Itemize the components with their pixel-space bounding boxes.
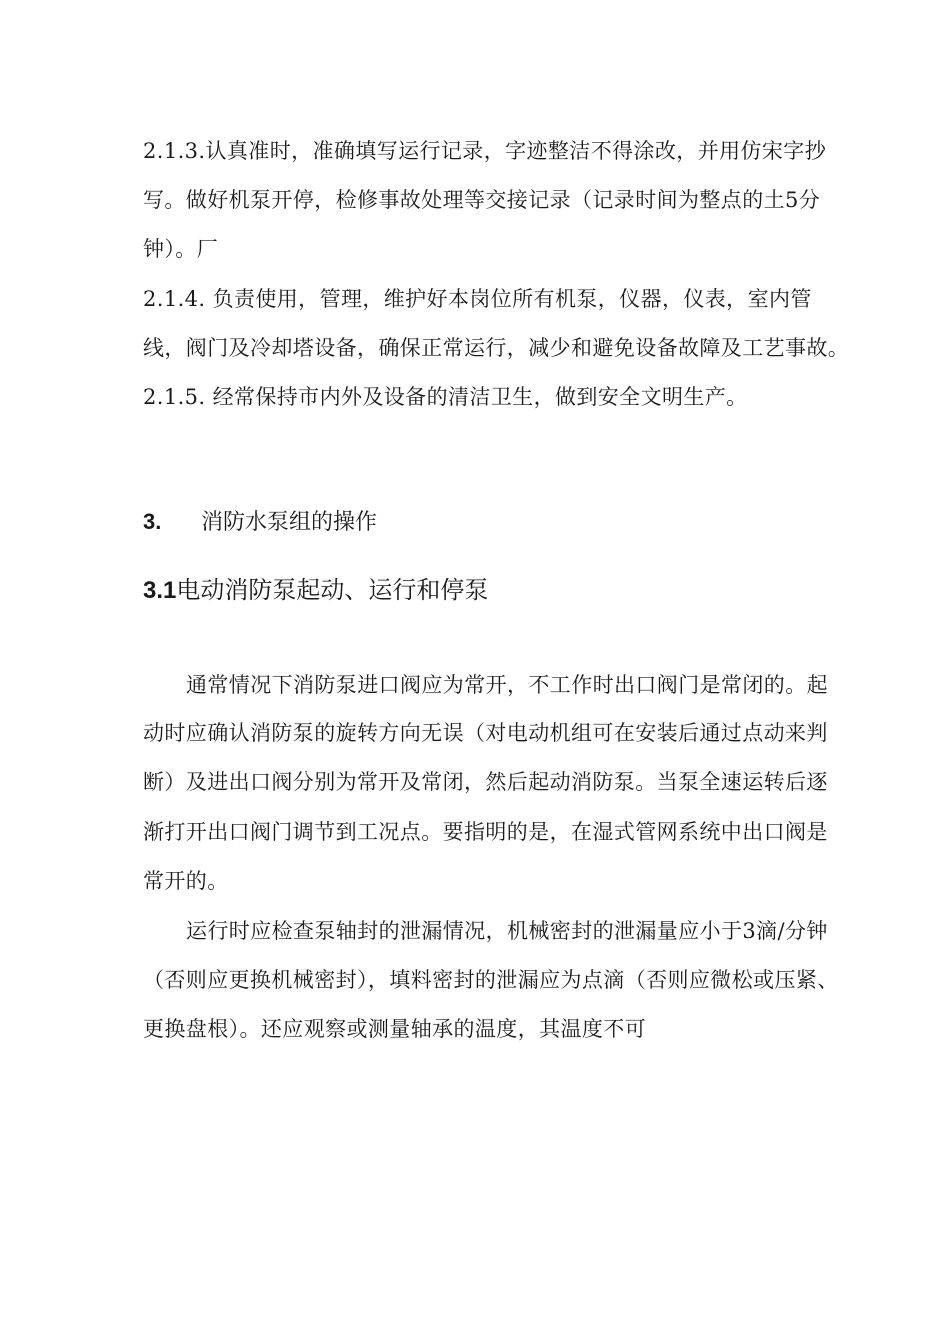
subsection-title: 电动消防泵起动、运行和停泵 (176, 577, 489, 604)
text-line-2-1-5: 2.1.5. 经常保持市内外及设备的清洁卫生，做到安全文明生产。 (143, 385, 748, 409)
paragraph-1-line-4: 渐打开出口阀门调节到工况点。要指明的是，在湿式管网系统中出口阀是 (143, 820, 828, 844)
text-line-2-1-3: 2.1.3.认真准时，准确填写运行记录，字迹整洁不得涂改，并用仿宋字抄 (143, 139, 827, 163)
section-number: 3. (143, 509, 162, 534)
paragraph-2-line-3: 更换盘根）。还应观察或测量轴承的温度，其温度不可 (143, 1017, 647, 1041)
text-line-2-1-3-cont: 写。做好机泵开停，检修事故处理等交接记录（记录时间为整点的土5分 (143, 188, 821, 212)
text-line-2-1-3-end: 钟）。厂 (143, 237, 219, 261)
paragraph-1-line-2: 动时应确认消防泵的旋转方向无误（对电动机组可在安装后通过点动来判 (143, 721, 828, 745)
paragraph-1-line-5: 常开的。 (143, 869, 229, 893)
text-line-2-1-4-cont: 线，阀门及冷却塔设备，确保正常运行，减少和避免设备故障及工艺事故。 (143, 336, 850, 360)
section-title: 消防水泵组的操作 (201, 509, 378, 534)
subsection-heading (143, 575, 488, 607)
paragraph-1-line-3: 断）及进出口阀分别为常开及常闭，然后起动消防泵。当泵全速运转后逐 (143, 770, 828, 794)
text-line-2-1-4: 2.1.4. 负责使用，管理，维护好本岗位所有机泵，仪器，仪表，室内管 (143, 287, 812, 311)
paragraph-2-line-1: 运行时应检查泵轴封的泄漏情况，机械密封的泄漏量应小于3滴/分钟 (186, 919, 828, 943)
subsection-number: 3.1 (143, 577, 177, 604)
paragraph-1-line-1: 通常情况下消防泵进口阀应为常开，不工作时出口阀门是常闭的。起 (186, 673, 828, 697)
paragraph-2-line-2: （否则应更换机械密封），填料密封的泄漏应为点滴（否则应微松或压紧、 (143, 968, 839, 992)
section-heading (143, 507, 377, 537)
